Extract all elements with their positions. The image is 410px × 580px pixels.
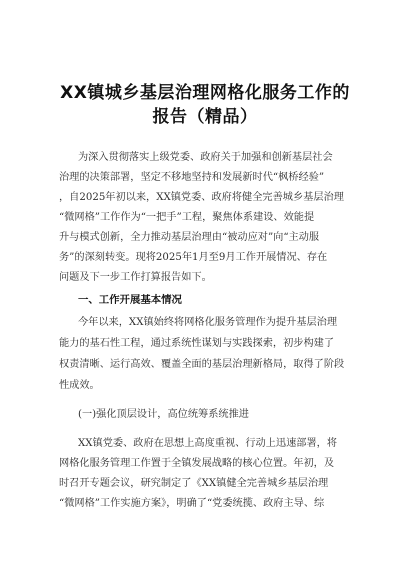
paragraph-line: 治理的决策部署，坚定不移地坚持和发展新时代“枫桥经验” bbox=[59, 172, 325, 183]
paragraph-line: 时召开专题会议，研究制定了《XX镇健全完善城乡基层治理 bbox=[59, 478, 329, 489]
paragraph-line: 性成效。 bbox=[59, 380, 100, 391]
paragraph-line: “微网格”工作实施方案》，明确了“党委统揽、政府主导、综 bbox=[59, 498, 325, 509]
paragraph-line: XX镇党委、政府在思想上高度重视、行动上迅速部署，将 bbox=[78, 438, 338, 449]
paragraph-line: 权责清晰、运行高效、覆盖全面的基层治理新格局，取得了阶段 bbox=[59, 359, 345, 370]
paragraph-line: 问题及下一步工作打算报告如下。 bbox=[59, 272, 212, 283]
paragraph-line: ，自2025年初以来，XX镇党委、政府将健全完善城乡基层治理 bbox=[59, 192, 344, 203]
paragraph-line: 网格化服务管理工作置于全镇发展战略的核心位置。年初，及 bbox=[59, 458, 335, 469]
section-heading: 一、工作开展基本情况 bbox=[78, 294, 182, 306]
document-title-line2: 报告（精品） bbox=[152, 107, 258, 127]
paragraph-line: 升与模式创新，全力推动基层治理由“被动应对”向“主动服 bbox=[59, 232, 320, 243]
paragraph-line: 能力的基石性工程，通过系统性谋划与实践探索，初步构建了 bbox=[59, 338, 335, 349]
subsection-heading: (一)强化顶层设计，高位统筹系统推进 bbox=[78, 409, 249, 420]
paragraph-line: “微网格”工作作为“一把手”工程，聚焦体系建设、效能提 bbox=[59, 212, 315, 223]
paragraph-line: 今年以来，XX镇始终将网格化服务管理作为提升基层治理 bbox=[78, 317, 338, 328]
document-title-line1: XX镇城乡基层治理网格化服务工作的 bbox=[60, 83, 350, 103]
paragraph-line: 为深入贯彻落实上级党委、政府关于加强和创新基层社会 bbox=[78, 152, 333, 163]
paragraph-line: 务”的深刻转变。现将2025年1月至9月工作开展情况、存在 bbox=[59, 252, 328, 263]
